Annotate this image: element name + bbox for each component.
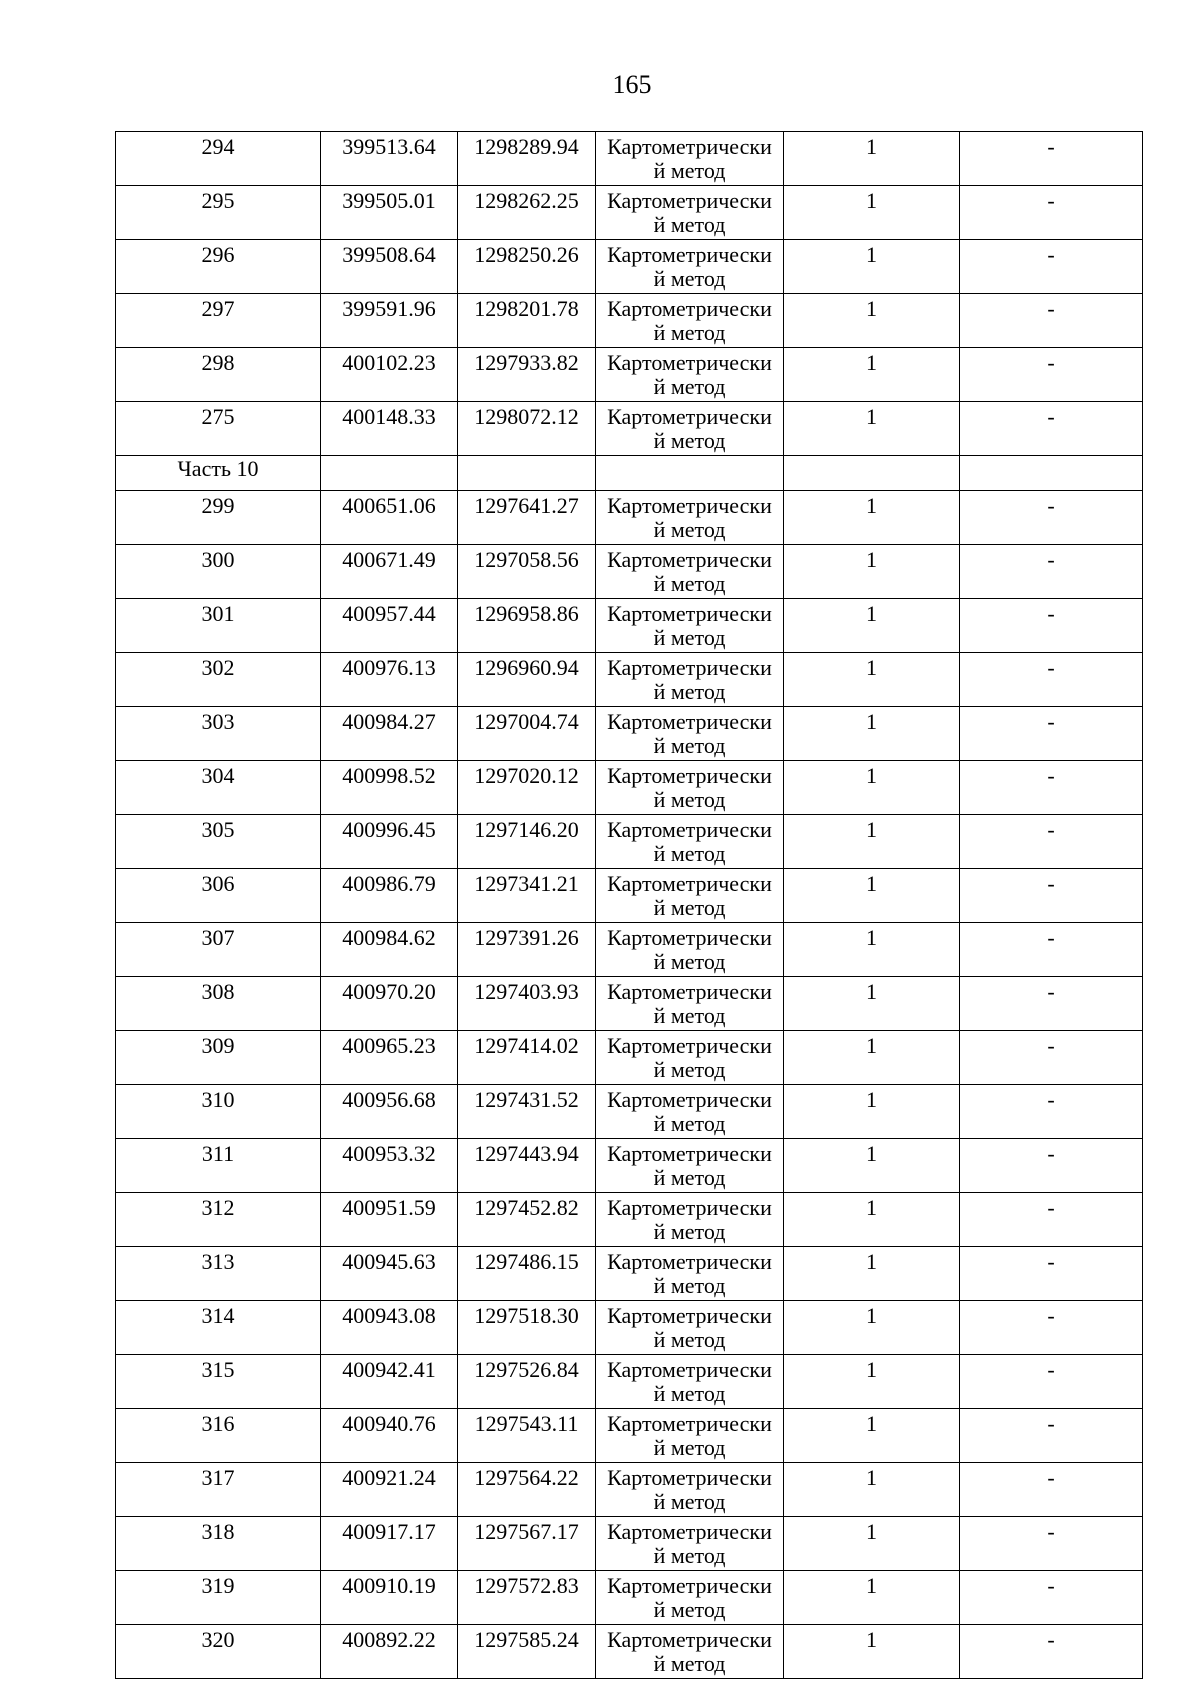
- accuracy-cell: 1: [784, 869, 960, 923]
- method-cell: [596, 240, 784, 294]
- note-cell: -: [960, 815, 1143, 869]
- table-row: [116, 1625, 1143, 1679]
- x-coordinate-cell: 400965.23: [321, 1031, 458, 1085]
- accuracy-cell: 1: [784, 1409, 960, 1463]
- method-text-line2: й метод: [653, 1327, 726, 1352]
- y-coordinate-cell: 1297391.26: [458, 923, 596, 977]
- table-row: [116, 923, 1143, 977]
- point-number-cell: 314: [116, 1301, 321, 1355]
- note-cell: -: [960, 599, 1143, 653]
- method-text-line2: й метод: [653, 428, 726, 453]
- note-cell: -: [960, 1517, 1143, 1571]
- y-coordinate-cell: 1297585.24: [458, 1625, 596, 1679]
- method-text-line1: Картометрически: [607, 493, 772, 518]
- method-text-line2: й метод: [653, 1273, 726, 1298]
- note-cell: -: [960, 761, 1143, 815]
- method-text-line2: й метод: [653, 1219, 726, 1244]
- accuracy-cell: 1: [784, 1085, 960, 1139]
- y-coordinate-cell: 1297443.94: [458, 1139, 596, 1193]
- note-cell: -: [960, 1031, 1143, 1085]
- y-coordinate-cell: 1297518.30: [458, 1301, 596, 1355]
- x-coordinate-cell: 400892.22: [321, 1625, 458, 1679]
- method-text-line2: й метод: [653, 1543, 726, 1568]
- method-cell: [596, 1193, 784, 1247]
- method-text-line2: й метод: [653, 266, 726, 291]
- method-text-line1: Картометрически: [607, 763, 772, 788]
- x-coordinate-cell: 400651.06: [321, 491, 458, 545]
- x-coordinate-cell: 399508.64: [321, 240, 458, 294]
- table-row: [116, 815, 1143, 869]
- x-coordinate-cell: 400953.32: [321, 1139, 458, 1193]
- method-text-line1: Картометрически: [607, 817, 772, 842]
- y-coordinate-cell: 1297058.56: [458, 545, 596, 599]
- method-text-line1: Картометрически: [607, 1303, 772, 1328]
- point-number-cell: 302: [116, 653, 321, 707]
- x-coordinate-cell: 400986.79: [321, 869, 458, 923]
- note-cell: -: [960, 294, 1143, 348]
- point-number-cell: 295: [116, 186, 321, 240]
- table-row: [116, 761, 1143, 815]
- point-number-cell: 310: [116, 1085, 321, 1139]
- note-cell: -: [960, 348, 1143, 402]
- accuracy-cell: 1: [784, 761, 960, 815]
- y-coordinate-cell: 1297526.84: [458, 1355, 596, 1409]
- method-cell: [596, 1301, 784, 1355]
- x-coordinate-cell: 400976.13: [321, 653, 458, 707]
- table-row: [116, 707, 1143, 761]
- note-cell: -: [960, 977, 1143, 1031]
- x-coordinate-cell: 400951.59: [321, 1193, 458, 1247]
- x-coordinate-cell: 399505.01: [321, 186, 458, 240]
- y-coordinate-cell: 1298262.25: [458, 186, 596, 240]
- y-coordinate-cell: 1297933.82: [458, 348, 596, 402]
- method-text-line2: й метод: [653, 1489, 726, 1514]
- method-text-line2: й метод: [653, 158, 726, 183]
- method-cell: [596, 132, 784, 186]
- table-row: [116, 1247, 1143, 1301]
- method-text-line2: й метод: [653, 1651, 726, 1676]
- x-coordinate-cell: 400956.68: [321, 1085, 458, 1139]
- empty-cell: [596, 456, 784, 491]
- y-coordinate-cell: 1297572.83: [458, 1571, 596, 1625]
- y-coordinate-cell: 1297004.74: [458, 707, 596, 761]
- method-text-line2: й метод: [653, 517, 726, 542]
- method-cell: [596, 869, 784, 923]
- method-cell: [596, 923, 784, 977]
- note-cell: -: [960, 545, 1143, 599]
- accuracy-cell: 1: [784, 1193, 960, 1247]
- x-coordinate-cell: 400996.45: [321, 815, 458, 869]
- note-cell: -: [960, 1247, 1143, 1301]
- method-text-line1: Картометрически: [607, 242, 772, 267]
- note-cell: -: [960, 186, 1143, 240]
- method-text-line1: Картометрически: [607, 979, 772, 1004]
- accuracy-cell: 1: [784, 815, 960, 869]
- note-cell: -: [960, 707, 1143, 761]
- method-text-line1: Картометрически: [607, 1411, 772, 1436]
- y-coordinate-cell: 1298201.78: [458, 294, 596, 348]
- method-text-line2: й метод: [653, 1381, 726, 1406]
- method-text-line1: Картометрически: [607, 404, 772, 429]
- table-row: [116, 402, 1143, 456]
- table-row: [116, 1409, 1143, 1463]
- accuracy-cell: 1: [784, 545, 960, 599]
- method-cell: [596, 1247, 784, 1301]
- table-row: [116, 977, 1143, 1031]
- point-number-cell: 300: [116, 545, 321, 599]
- point-number-cell: 301: [116, 599, 321, 653]
- accuracy-cell: 1: [784, 132, 960, 186]
- method-text-line1: Картометрически: [607, 296, 772, 321]
- table-row: [116, 1463, 1143, 1517]
- method-text-line2: й метод: [653, 895, 726, 920]
- method-text-line2: й метод: [653, 374, 726, 399]
- table-row: [116, 1571, 1143, 1625]
- accuracy-cell: 1: [784, 1463, 960, 1517]
- method-text-line2: й метод: [653, 1003, 726, 1028]
- method-text-line1: Картометрически: [607, 1249, 772, 1274]
- point-number-cell: 294: [116, 132, 321, 186]
- y-coordinate-cell: 1297020.12: [458, 761, 596, 815]
- section-header-row: [116, 456, 1143, 491]
- x-coordinate-cell: 400942.41: [321, 1355, 458, 1409]
- accuracy-cell: 1: [784, 1247, 960, 1301]
- accuracy-cell: 1: [784, 491, 960, 545]
- accuracy-cell: 1: [784, 186, 960, 240]
- note-cell: -: [960, 1625, 1143, 1679]
- x-coordinate-cell: 400943.08: [321, 1301, 458, 1355]
- method-cell: [596, 1031, 784, 1085]
- method-text-line1: Картометрически: [607, 547, 772, 572]
- y-coordinate-cell: 1297543.11: [458, 1409, 596, 1463]
- accuracy-cell: 1: [784, 1139, 960, 1193]
- method-text-line1: Картометрически: [607, 1465, 772, 1490]
- table-row: [116, 1193, 1143, 1247]
- accuracy-cell: 1: [784, 294, 960, 348]
- method-text-line2: й метод: [653, 841, 726, 866]
- y-coordinate-cell: 1297341.21: [458, 869, 596, 923]
- page-number: 165: [612, 70, 652, 99]
- point-number-cell: 299: [116, 491, 321, 545]
- point-number-cell: 305: [116, 815, 321, 869]
- method-cell: [596, 599, 784, 653]
- point-number-cell: 297: [116, 294, 321, 348]
- table-row: [116, 294, 1143, 348]
- note-cell: -: [960, 1085, 1143, 1139]
- note-cell: -: [960, 1139, 1143, 1193]
- point-number-cell: 318: [116, 1517, 321, 1571]
- point-number-cell: 312: [116, 1193, 321, 1247]
- x-coordinate-cell: 400671.49: [321, 545, 458, 599]
- point-number-cell: 313: [116, 1247, 321, 1301]
- x-coordinate-cell: 400998.52: [321, 761, 458, 815]
- table-row: [116, 869, 1143, 923]
- method-text-line1: Картометрически: [607, 925, 772, 950]
- y-coordinate-cell: 1297146.20: [458, 815, 596, 869]
- table-row: [116, 1085, 1143, 1139]
- method-cell: [596, 1571, 784, 1625]
- point-number-cell: 308: [116, 977, 321, 1031]
- accuracy-cell: 1: [784, 653, 960, 707]
- coordinates-table: [115, 131, 1143, 1679]
- method-text-line1: Картометрически: [607, 1033, 772, 1058]
- x-coordinate-cell: 400940.76: [321, 1409, 458, 1463]
- method-text-line2: й метод: [653, 1111, 726, 1136]
- x-coordinate-cell: 400957.44: [321, 599, 458, 653]
- accuracy-cell: 1: [784, 599, 960, 653]
- y-coordinate-cell: 1297452.82: [458, 1193, 596, 1247]
- accuracy-cell: 1: [784, 348, 960, 402]
- table-row: [116, 1517, 1143, 1571]
- point-number-cell: 307: [116, 923, 321, 977]
- method-text-line1: Картометрически: [607, 709, 772, 734]
- method-text-line1: Картометрически: [607, 1573, 772, 1598]
- y-coordinate-cell: 1298289.94: [458, 132, 596, 186]
- accuracy-cell: 1: [784, 977, 960, 1031]
- method-cell: [596, 815, 784, 869]
- method-text-line2: й метод: [653, 733, 726, 758]
- method-cell: [596, 294, 784, 348]
- y-coordinate-cell: 1297486.15: [458, 1247, 596, 1301]
- x-coordinate-cell: 400910.19: [321, 1571, 458, 1625]
- accuracy-cell: 1: [784, 707, 960, 761]
- method-cell: [596, 402, 784, 456]
- method-cell: [596, 707, 784, 761]
- table-row: [116, 132, 1143, 186]
- point-number-cell: 275: [116, 402, 321, 456]
- note-cell: -: [960, 1193, 1143, 1247]
- table-row: [116, 1355, 1143, 1409]
- method-text-line2: й метод: [653, 1435, 726, 1460]
- method-text-line1: Картометрически: [607, 188, 772, 213]
- method-text-line1: Картометрически: [607, 1141, 772, 1166]
- method-cell: [596, 653, 784, 707]
- accuracy-cell: 1: [784, 240, 960, 294]
- y-coordinate-cell: 1297403.93: [458, 977, 596, 1031]
- point-number-cell: 304: [116, 761, 321, 815]
- table-row: [116, 1139, 1143, 1193]
- method-text-line1: Картометрически: [607, 134, 772, 159]
- point-number-cell: 296: [116, 240, 321, 294]
- point-number-cell: 315: [116, 1355, 321, 1409]
- method-cell: [596, 1463, 784, 1517]
- x-coordinate-cell: 399513.64: [321, 132, 458, 186]
- point-number-cell: 319: [116, 1571, 321, 1625]
- method-text-line2: й метод: [653, 679, 726, 704]
- method-text-line1: Картометрически: [607, 1627, 772, 1652]
- y-coordinate-cell: 1297567.17: [458, 1517, 596, 1571]
- method-text-line2: й метод: [653, 949, 726, 974]
- empty-cell: [321, 456, 458, 491]
- x-coordinate-cell: 400945.63: [321, 1247, 458, 1301]
- accuracy-cell: 1: [784, 1625, 960, 1679]
- point-number-cell: 309: [116, 1031, 321, 1085]
- table-row: [116, 240, 1143, 294]
- table-row: [116, 545, 1143, 599]
- method-cell: [596, 1355, 784, 1409]
- note-cell: -: [960, 402, 1143, 456]
- note-cell: -: [960, 1463, 1143, 1517]
- method-text-line2: й метод: [653, 1057, 726, 1082]
- point-number-cell: 311: [116, 1139, 321, 1193]
- table-row: [116, 1301, 1143, 1355]
- note-cell: -: [960, 923, 1143, 977]
- method-text-line1: Картометрически: [607, 1195, 772, 1220]
- method-cell: [596, 1409, 784, 1463]
- section-label: Часть 10: [116, 456, 321, 491]
- method-text-line1: Картометрически: [607, 1357, 772, 1382]
- table-row: [116, 653, 1143, 707]
- table-row: [116, 186, 1143, 240]
- note-cell: -: [960, 653, 1143, 707]
- method-cell: [596, 977, 784, 1031]
- method-text-line2: й метод: [653, 787, 726, 812]
- method-cell: [596, 1085, 784, 1139]
- method-text-line1: Картометрически: [607, 1087, 772, 1112]
- y-coordinate-cell: 1298072.12: [458, 402, 596, 456]
- method-text-line1: Картометрически: [607, 871, 772, 896]
- method-cell: [596, 761, 784, 815]
- y-coordinate-cell: 1297564.22: [458, 1463, 596, 1517]
- point-number-cell: 317: [116, 1463, 321, 1517]
- accuracy-cell: 1: [784, 402, 960, 456]
- method-text-line2: й метод: [653, 212, 726, 237]
- x-coordinate-cell: 400102.23: [321, 348, 458, 402]
- point-number-cell: 303: [116, 707, 321, 761]
- point-number-cell: 320: [116, 1625, 321, 1679]
- accuracy-cell: 1: [784, 1355, 960, 1409]
- x-coordinate-cell: 400970.20: [321, 977, 458, 1031]
- note-cell: -: [960, 240, 1143, 294]
- x-coordinate-cell: 400917.17: [321, 1517, 458, 1571]
- accuracy-cell: 1: [784, 923, 960, 977]
- note-cell: -: [960, 1355, 1143, 1409]
- method-cell: [596, 348, 784, 402]
- point-number-cell: 298: [116, 348, 321, 402]
- note-cell: -: [960, 869, 1143, 923]
- point-number-cell: 306: [116, 869, 321, 923]
- method-cell: [596, 1139, 784, 1193]
- table-row: [116, 348, 1143, 402]
- x-coordinate-cell: 400148.33: [321, 402, 458, 456]
- y-coordinate-cell: 1298250.26: [458, 240, 596, 294]
- accuracy-cell: 1: [784, 1301, 960, 1355]
- method-cell: [596, 1625, 784, 1679]
- method-cell: [596, 186, 784, 240]
- note-cell: -: [960, 1571, 1143, 1625]
- y-coordinate-cell: 1297431.52: [458, 1085, 596, 1139]
- x-coordinate-cell: 400984.27: [321, 707, 458, 761]
- accuracy-cell: 1: [784, 1031, 960, 1085]
- method-text-line2: й метод: [653, 571, 726, 596]
- method-cell: [596, 545, 784, 599]
- method-cell: [596, 1517, 784, 1571]
- table-row: [116, 1031, 1143, 1085]
- x-coordinate-cell: 400984.62: [321, 923, 458, 977]
- table-row: [116, 491, 1143, 545]
- note-cell: -: [960, 1301, 1143, 1355]
- x-coordinate-cell: 400921.24: [321, 1463, 458, 1517]
- method-text-line2: й метод: [653, 1165, 726, 1190]
- y-coordinate-cell: 1297641.27: [458, 491, 596, 545]
- y-coordinate-cell: 1297414.02: [458, 1031, 596, 1085]
- method-cell: [596, 491, 784, 545]
- empty-cell: [458, 456, 596, 491]
- note-cell: -: [960, 491, 1143, 545]
- coordinates-table-body: [116, 132, 1143, 1679]
- method-text-line2: й метод: [653, 320, 726, 345]
- method-text-line2: й метод: [653, 1597, 726, 1622]
- empty-cell: [960, 456, 1143, 491]
- accuracy-cell: 1: [784, 1571, 960, 1625]
- method-text-line2: й метод: [653, 625, 726, 650]
- x-coordinate-cell: 399591.96: [321, 294, 458, 348]
- y-coordinate-cell: 1296958.86: [458, 599, 596, 653]
- method-text-line1: Картометрически: [607, 601, 772, 626]
- note-cell: -: [960, 1409, 1143, 1463]
- y-coordinate-cell: 1296960.94: [458, 653, 596, 707]
- method-text-line1: Картометрически: [607, 655, 772, 680]
- method-text-line1: Картометрически: [607, 1519, 772, 1544]
- note-cell: -: [960, 132, 1143, 186]
- empty-cell: [784, 456, 960, 491]
- method-text-line1: Картометрически: [607, 350, 772, 375]
- table-row: [116, 599, 1143, 653]
- accuracy-cell: 1: [784, 1517, 960, 1571]
- point-number-cell: 316: [116, 1409, 321, 1463]
